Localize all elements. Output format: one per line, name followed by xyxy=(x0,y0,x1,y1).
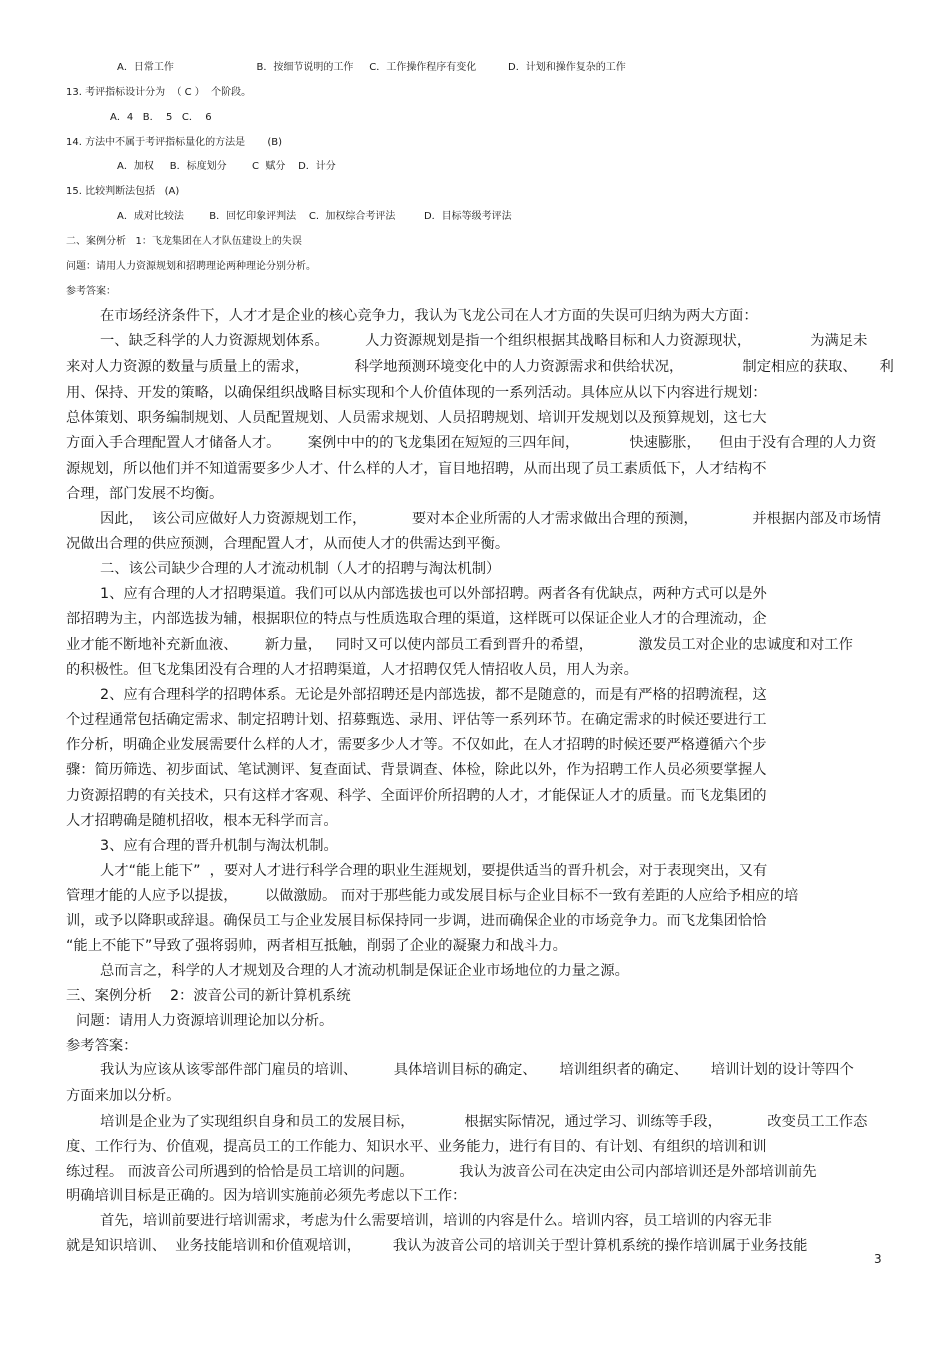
paragraph-line: 首先，培训前要进行培训需求，考虑为什么需要培训，培训的内容是什么。培训内容，员工培训的内容无非 xyxy=(100,1213,772,1229)
case-2-title: 三、案例分析 2：波音公司的新计算机系统 xyxy=(66,988,351,1004)
paragraph-line: 练过程。 而波音公司所遇到的恰恰是员工培训的问题。 我认为波音公司在决定由公司内部培训还是外部培训前先 xyxy=(66,1164,817,1180)
paragraph-line: 就是知识培训、 业务技能培训和价值观培训， 我认为波音公司的培训关于型计算机系统的操作培训属于业务技能 xyxy=(66,1238,808,1254)
paragraph-line: 方面入手合理配置人才储备人才。 案例中中的的飞龙集团在短短的三四年间， 快速膨胀， 但由于没有合理的人力资 xyxy=(66,435,877,451)
case-1-reference-label: 参考答案： xyxy=(66,286,116,297)
paragraph-line: 作分析，明确企业发展需要什么样的人才，需要多少人才等。不仅如此，在人才招聘的时候还要严格遵循六个步 xyxy=(66,737,767,753)
paragraph-line: 我认为应该从该零部件部门雇员的培训、 具体培训目标的确定、 培训组织者的确定、 培训计划的设计等四个 xyxy=(100,1062,854,1078)
section-heading-2: 二、该公司缺少合理的人才流动机制（人才的招聘与淘汰机制） xyxy=(100,561,501,577)
paragraph-line: 人才“能上能下” ，要对人才进行科学合理的职业生涯规划，要提供适当的晋升机会，对于表现突出，又有 xyxy=(100,863,768,879)
paragraph-line: 明确培训目标是正确的。因为培训实施前必须先考虑以下工作： xyxy=(66,1188,467,1204)
paragraph-line: 的积极性。但飞龙集团没有合理的人才招聘渠道，人才招聘仅凭人情招收人员，用人为亲。 xyxy=(66,662,638,678)
paragraph-line: 管理才能的人应予以提拔， 以做激励。 而对于那些能力或发展目标与企业目标不一致有差距的人应给予相应的培 xyxy=(66,888,799,904)
paragraph-line: 个过程通常包括确定需求、制定招聘计划、招募甄选、录用、评估等一系列环节。在确定需求的时候还要进行工 xyxy=(66,712,767,728)
question-13-options: A．4 B． 5 C． 6 xyxy=(110,112,212,123)
case-2-reference-label: 参考答案： xyxy=(66,1038,138,1054)
paragraph-line: 力资源招聘的有关技术，只有这样才客观、科学、全面评价所招聘的人才，才能保证人才的质量。而飞龙集团的 xyxy=(66,788,767,804)
paragraph-line: 人才招聘确是随机招收，根本无科学而言。 xyxy=(66,813,338,829)
question-15-options: A．成对比较法 B．回忆印象评判法 C. 加权综合考评法 D．目标等级考评法 xyxy=(117,211,512,222)
paragraph-line: 总而言之，科学的人才规划及合理的人才流动机制是保证企业市场地位的力量之源。 xyxy=(100,963,629,979)
paragraph-line: 部招聘为主，内部选拔为辅，根据职位的特点与性质选取合理的渠道，这样既可以保证企业人才的合理流动，企 xyxy=(66,611,767,627)
case-1-title: 二、案例分析 1：飞龙集团在人才队伍建设上的失误 xyxy=(66,236,302,247)
paragraph-line: 合理，部门发展不均衡。 xyxy=(66,486,224,502)
paragraph-line: 源规划，所以他们并不知道需要多少人才、什么样的人才，盲目地招聘，从而出现了员工素质低下，人才结构不 xyxy=(66,461,767,477)
paragraph-line: 用、保持、开发的策略，以确保组织战略目标实现和个人价值体现的一系列活动。具体应从以下内容进行规划： xyxy=(66,385,767,401)
question-14-options: A．加权 B．标度划分 C 赋分 D．计分 xyxy=(117,161,336,172)
paragraph-line: 训，或予以降职或辞退。确保员工与企业发展目标保持同一步调，进而确保企业的市场竞争力。而飞龙集团恰恰 xyxy=(66,913,767,929)
question-13: 13. 考评指标设计分为 （ C ） 个阶段。 xyxy=(66,87,252,98)
question-14: 14. 方法中不属于考评指标量化的方法是 (B) xyxy=(66,137,282,148)
question-12-options: A．日常工作 B．按细节说明的工作 C．工作操作程序有变化 D．计划和操作复杂的工作 xyxy=(117,62,626,73)
section-heading-1: 一、缺乏科学的人力资源规划体系。 人力资源规划是指一个组织根据其战略目标和人力资源现状， 为满足未 xyxy=(100,333,868,349)
case-2-question: 问题：请用人力资源培训理论加以分析。 xyxy=(76,1013,334,1029)
case-1-question: 问题：请用人力资源规划和招聘理论两种理论分别分析。 xyxy=(66,261,316,272)
paragraph-line: 况做出合理的供应预测，合理配置人才，从而使人才的供需达到平衡。 xyxy=(66,536,510,552)
paragraph-line: 总体策划、职务编制规划、人员配置规划、人员需求规划、人员招聘规划、培训开发规划以及预算规划，这七大 xyxy=(66,410,767,426)
paragraph-line: 业才能不断地补充新血液、 新力量， 同时又可以使内部员工看到晋升的希望， 激发员工对企业的忠诚度和对工作 xyxy=(66,637,853,653)
paragraph-line: 2、应有合理科学的招聘体系。无论是外部招聘还是内部选拔，都不是随意的，而是有严格的招聘流程，这 xyxy=(100,687,767,703)
question-15: 15. 比较判断法包括 (A) xyxy=(66,186,180,197)
paragraph-line: 1、应有合理的人才招聘渠道。我们可以从内部选拔也可以外部招聘。两者各有优缺点，两种方式可以是外 xyxy=(100,586,767,602)
page-number: 3 xyxy=(874,1252,882,1266)
paragraph-line: “能上不能下”导致了强将弱帅，两者相互抵触，削弱了企业的凝聚力和战斗力。 xyxy=(66,938,567,954)
paragraph-line: 来对人力资源的数量与质量上的需求， 科学地预测环境变化中的人力资源需求和供给状况， 制定相应的获取、 利 xyxy=(66,359,894,375)
paragraph-line: 因此， 该公司应做好人力资源规划工作， 要对本企业所需的人才需求做出合理的预测， 并根据内部及市场情 xyxy=(100,511,882,527)
paragraph-line: 3、应有合理的晋升机制与淘汰机制。 xyxy=(100,838,338,854)
paragraph-line: 在市场经济条件下，人才才是企业的核心竞争力，我认为飞龙公司在人才方面的失误可归纳为两大方面： xyxy=(100,308,758,324)
paragraph-line: 骤：简历筛选、初步面试、笔试测评、复查面试、背景调查、体检，除此以外，作为招聘工作人员必须要掌握人 xyxy=(66,762,767,778)
paragraph-line: 度、工作行为、价值观，提高员工的工作能力、知识水平、业务能力，进行有目的、有计划、有组织的培训和训 xyxy=(66,1139,767,1155)
paragraph-line: 培训是企业为了实现组织自身和员工的发展目标， 根据实际情况，通过学习、训练等手段， 改变员工工作态 xyxy=(100,1114,868,1130)
paragraph-line: 方面来加以分析。 xyxy=(66,1088,181,1104)
